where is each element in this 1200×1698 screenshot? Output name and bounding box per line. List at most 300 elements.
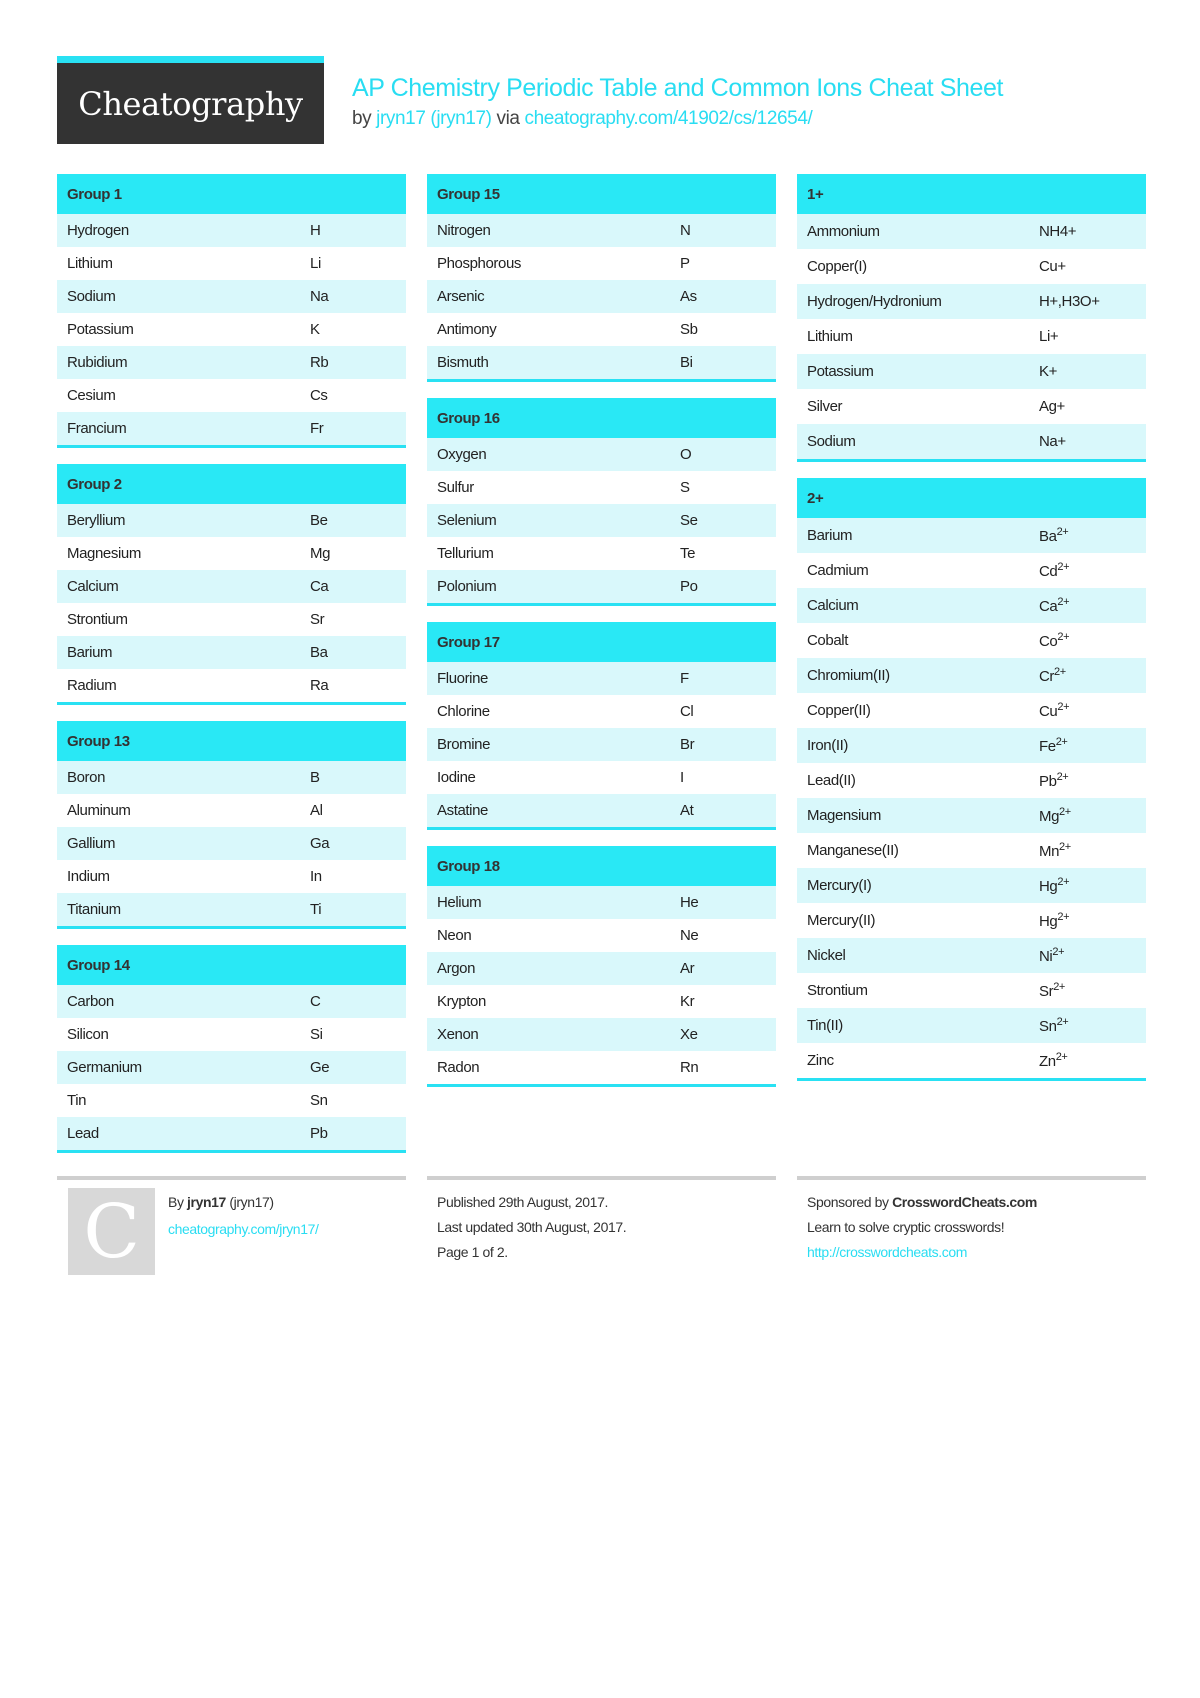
table-row [57,247,406,280]
charge-superscript: 2+ [1059,806,1071,818]
element-name: Chlorine [437,703,490,720]
element-symbol [310,769,320,786]
section-rows [57,985,406,1150]
author-link[interactable]: jryn17 (jryn17) [376,108,492,129]
element-symbol [310,354,328,371]
table-row [57,346,406,379]
element-name: Francium [67,420,127,437]
element-symbol [1039,666,1066,685]
symbol-base: Rn [680,1059,699,1076]
element-symbol [1039,771,1068,790]
element-name: Sodium [67,288,116,305]
symbol-base: Ga [310,835,330,852]
element-symbol [680,321,698,338]
symbol-base: C [310,993,321,1010]
element-symbol [310,321,320,338]
element-symbol [680,769,684,786]
symbol-base: I [680,769,684,786]
section-header: 1+ [797,174,1146,214]
element-symbol [310,578,328,595]
element-name: Ammonium [807,223,880,240]
table-row [427,1051,776,1084]
element-name: Silver [807,398,843,415]
element-name: Antimony [437,321,497,338]
symbol-base: K+ [1039,363,1057,380]
symbol-base: At [680,802,694,819]
element-name: Sodium [807,433,856,450]
footer-sponsor [797,1176,1146,1260]
charge-superscript: 2+ [1057,631,1070,643]
table-row [427,570,776,603]
element-name: Titanium [67,901,121,918]
table-row [57,1018,406,1051]
section-header: 2+ [797,478,1146,518]
footer-author-line [168,1194,406,1210]
element-symbol [1039,841,1071,860]
symbol-base: K [310,321,320,338]
footer-by: By [168,1194,184,1210]
element-symbol [680,736,694,753]
element-name: Neon [437,927,472,944]
symbol-base: Cd [1039,563,1058,580]
table-row [427,886,776,919]
symbol-base: Ca [1039,598,1058,615]
symbol-base: Te [680,545,696,562]
element-name: Gallium [67,835,116,852]
element-symbol [310,545,330,562]
symbol-base: Cu+ [1039,258,1066,275]
symbol-base: Sn [1039,1018,1057,1035]
section-header: Group 18 [427,846,776,886]
section-group-2 [57,464,406,705]
element-symbol [1039,223,1076,240]
element-symbol [1039,363,1057,380]
element-name: Strontium [67,611,128,628]
element-name: Hydrogen [67,222,129,239]
symbol-base: Si [310,1026,323,1043]
table-row [427,214,776,247]
section-group-13 [57,721,406,929]
element-name: Cadmium [807,562,869,579]
section-header: Group 15 [427,174,776,214]
element-symbol [310,835,329,852]
section-group-14 [57,945,406,1153]
table-row [797,623,1146,658]
element-symbol [680,512,698,529]
table-row [427,761,776,794]
column-groups-s-block [57,174,406,1169]
charge-superscript: 2+ [1057,911,1070,923]
element-symbol [310,222,320,239]
section-rows [427,438,776,603]
element-symbol [310,802,323,819]
table-row [427,919,776,952]
column-groups-p-block [427,174,776,1103]
element-symbol [1039,596,1069,615]
symbol-base: H [310,222,321,239]
table-row [57,280,406,313]
table-row [797,354,1146,389]
element-symbol [1039,561,1069,580]
element-symbol [1039,736,1067,755]
table-row [797,658,1146,693]
element-symbol [1039,631,1069,650]
table-row [57,669,406,702]
table-row [57,985,406,1018]
table-row [57,379,406,412]
symbol-base: H+,H3O+ [1039,293,1100,310]
table-row [427,728,776,761]
charge-superscript: 2+ [1057,596,1070,608]
table-row [57,1084,406,1117]
section-rows [797,214,1146,459]
element-name: Manganese(II) [807,842,899,859]
element-name: Potassium [67,321,134,338]
element-name: Cobalt [807,632,848,649]
symbol-base: Rb [310,354,329,371]
byline-via: via [496,108,520,129]
element-name: Mercury(I) [807,877,872,894]
symbol-base: Be [310,512,328,529]
element-symbol [680,222,690,239]
symbol-base: Zn [1039,1053,1056,1070]
table-row [427,662,776,695]
symbol-base: Cu [1039,703,1058,720]
sponsor-url[interactable]: http://crosswordcheats.com [807,1244,967,1260]
table-row [797,389,1146,424]
element-symbol [310,288,328,305]
section-2 [797,478,1146,1081]
symbol-base: Ni [1039,948,1053,965]
element-symbol [310,1059,329,1076]
table-row [797,553,1146,588]
section-rows [427,886,776,1084]
table-row [797,1008,1146,1043]
element-symbol [310,901,321,918]
table-row [427,247,776,280]
element-symbol [680,288,697,305]
element-name: Mercury(II) [807,912,876,929]
charge-superscript: 2+ [1056,1016,1069,1028]
element-name: Radium [67,677,117,694]
symbol-base: Cr [1039,668,1055,685]
element-symbol [310,420,323,437]
table-row [427,313,776,346]
element-name: Boron [67,769,106,786]
footer-dates [427,1176,776,1260]
element-symbol [680,993,694,1010]
element-name: Barium [807,527,853,544]
symbol-base: Bi [680,354,693,371]
symbol-base: Pb [1039,773,1057,790]
column-common-ions [797,174,1146,1097]
element-name: Iron(II) [807,737,848,754]
element-symbol [680,354,693,371]
section-header: Group 1 [57,174,406,214]
table-row [57,636,406,669]
table-row [57,603,406,636]
section-rows [57,504,406,702]
symbol-base: P [680,255,690,272]
charge-superscript: 2+ [1053,981,1065,993]
symbol-base: Ba [1039,528,1057,545]
byline [352,108,812,130]
element-name: Carbon [67,993,114,1010]
element-name: Astatine [437,802,488,819]
element-symbol [310,644,328,661]
updated-date: Last updated 30th August, 2017. [437,1219,627,1235]
table-row [797,868,1146,903]
table-row [427,985,776,1018]
symbol-base: Mg [310,545,331,562]
symbol-base: Ra [310,677,329,694]
symbol-base: He [680,894,699,911]
symbol-base: Po [680,578,698,595]
element-symbol [680,255,690,272]
symbol-base: Mg [1039,808,1060,825]
element-name: Fluorine [437,670,488,687]
table-row [797,798,1146,833]
element-symbol [310,1092,328,1109]
element-name: Tellurium [437,545,494,562]
element-symbol [1039,911,1069,930]
element-name: Selenium [437,512,497,529]
element-symbol [680,479,690,496]
element-name: Nickel [807,947,846,964]
footer-author [57,1176,406,1237]
section-rows [57,761,406,926]
element-name: Xenon [437,1026,479,1043]
table-row [797,588,1146,623]
element-name: Argon [437,960,476,977]
table-row [797,693,1146,728]
element-symbol [1039,806,1071,825]
element-symbol [1039,1051,1067,1070]
section-group-18 [427,846,776,1087]
element-name: Potassium [807,363,874,380]
table-row [797,763,1146,798]
element-name: Chromium(II) [807,667,890,684]
table-row [57,761,406,794]
footer-author-paren: (jryn17) [229,1194,274,1210]
charge-superscript: 2+ [1055,1051,1068,1063]
byline-by: by [352,108,372,129]
element-symbol [310,993,320,1010]
footer-author-url[interactable]: cheatography.com/jryn17/ [168,1221,319,1237]
symbol-base: Ge [310,1059,330,1076]
table-row [57,537,406,570]
symbol-base: Fr [310,420,324,437]
charge-superscript: 2+ [1055,736,1068,748]
symbol-base: Sr [310,611,325,628]
element-name: Sulfur [437,479,474,496]
element-symbol [1039,258,1066,275]
charge-superscript: 2+ [1057,876,1070,888]
table-row [427,794,776,827]
symbol-base: Kr [680,993,695,1010]
element-symbol [1039,526,1068,545]
table-row [57,893,406,926]
symbol-base: Xe [680,1026,698,1043]
element-name: Copper(II) [807,702,871,719]
element-symbol [310,1026,323,1043]
element-symbol [1039,328,1058,345]
symbol-base: O [680,446,692,463]
element-symbol [1039,1016,1068,1035]
symbol-base: Li [310,255,321,272]
table-row [797,518,1146,553]
table-row [427,1018,776,1051]
element-symbol [1039,398,1065,415]
sponsor-prefix: Sponsored by [807,1194,889,1210]
symbol-base: Pb [310,1125,328,1142]
element-symbol [680,894,698,911]
element-name: Rubidium [67,354,128,371]
table-row [797,833,1146,868]
symbol-base: Ag+ [1039,398,1065,415]
symbol-base: Ne [680,927,699,944]
symbol-base: Na [310,288,329,305]
section-header: Group 14 [57,945,406,985]
symbol-base: In [310,868,322,885]
table-row [427,471,776,504]
element-name: Tin(II) [807,1017,843,1034]
element-name: Barium [67,644,113,661]
table-row [797,214,1146,249]
charge-superscript: 2+ [1056,526,1069,538]
element-name: Magensium [807,807,881,824]
element-name: Helium [437,894,482,911]
symbol-base: Al [310,802,323,819]
symbol-base: Co [1039,633,1058,650]
table-row [57,827,406,860]
symbol-base: B [310,769,320,786]
element-name: Nitrogen [437,222,491,239]
symbol-base: Ba [310,644,328,661]
footer-author-user[interactable]: jryn17 [187,1194,226,1210]
element-name: Radon [437,1059,480,1076]
element-name: Lithium [807,328,853,345]
sponsor-name[interactable]: CrosswordCheats.com [892,1194,1037,1210]
element-name: Hydrogen/Hydronium [807,293,942,310]
element-symbol [680,1059,698,1076]
section-1 [797,174,1146,462]
element-name: Zinc [807,1052,834,1069]
symbol-base: Ti [310,901,322,918]
table-row [797,728,1146,763]
section-rows [57,214,406,445]
element-symbol [680,927,698,944]
element-symbol [680,1026,698,1043]
symbol-base: Ar [680,960,695,977]
element-name: Iodine [437,769,476,786]
symbol-base: Br [680,736,695,753]
charge-superscript: 2+ [1059,841,1071,853]
element-symbol [680,802,693,819]
symbol-base: N [680,222,691,239]
charge-superscript: 2+ [1057,561,1070,573]
section-rows [427,214,776,379]
element-symbol [310,868,322,885]
element-name: Lithium [67,255,113,272]
table-row [427,280,776,313]
element-name: Bismuth [437,354,489,371]
table-row [57,504,406,537]
symbol-base: NH4+ [1039,223,1077,240]
published-date: Published 29th August, 2017. [437,1194,608,1210]
table-row [797,284,1146,319]
element-name: Oxygen [437,446,487,463]
table-row [57,214,406,247]
charge-superscript: 2+ [1054,666,1066,678]
sponsor-tagline: Learn to solve cryptic crosswords! [807,1219,1005,1235]
section-header: Group 17 [427,622,776,662]
symbol-base: Sr [1039,983,1054,1000]
table-row [797,903,1146,938]
section-header: Group 2 [57,464,406,504]
table-row [57,570,406,603]
symbol-base: Sn [310,1092,328,1109]
table-row [797,1043,1146,1078]
symbol-base: As [680,288,697,305]
element-symbol [310,677,328,694]
table-row [57,860,406,893]
table-row [57,1051,406,1084]
section-group-17 [427,622,776,830]
element-name: Copper(I) [807,258,867,275]
element-name: Tin [67,1092,87,1109]
element-symbol [680,578,698,595]
element-symbol [680,670,689,687]
table-row [797,938,1146,973]
element-name: Cesium [67,387,116,404]
section-group-15 [427,174,776,382]
element-name: Bromine [437,736,491,753]
table-row [427,504,776,537]
section-rows [797,518,1146,1078]
section-rows [427,662,776,827]
symbol-base: Mn [1039,843,1060,860]
element-symbol [1039,433,1066,450]
symbol-base: Cs [310,387,328,404]
table-row [57,313,406,346]
element-name: Lead [67,1125,99,1142]
element-symbol [1039,293,1100,310]
symbol-base: Na+ [1039,433,1066,450]
element-name: Krypton [437,993,486,1010]
element-symbol [680,960,694,977]
table-row [427,537,776,570]
element-symbol [680,703,693,720]
sponsor-line [807,1194,1146,1210]
charge-superscript: 2+ [1057,701,1070,713]
element-symbol [1039,981,1065,1000]
element-name: Magnesium [67,545,141,562]
element-name: Lead(II) [807,772,856,789]
cheatography-logo[interactable]: Cheatography [57,56,324,144]
sheet-url-link[interactable]: cheatography.com/41902/cs/12654/ [524,108,813,129]
table-row [57,412,406,445]
table-row [797,973,1146,1008]
element-symbol [680,545,695,562]
page-number: Page 1 of 2. [437,1244,508,1260]
element-name: Aluminum [67,802,131,819]
symbol-base: Hg [1039,878,1058,895]
element-name: Phosphorous [437,255,521,272]
element-symbol [1039,946,1064,965]
element-name: Strontium [807,982,868,999]
section-group-16 [427,398,776,606]
